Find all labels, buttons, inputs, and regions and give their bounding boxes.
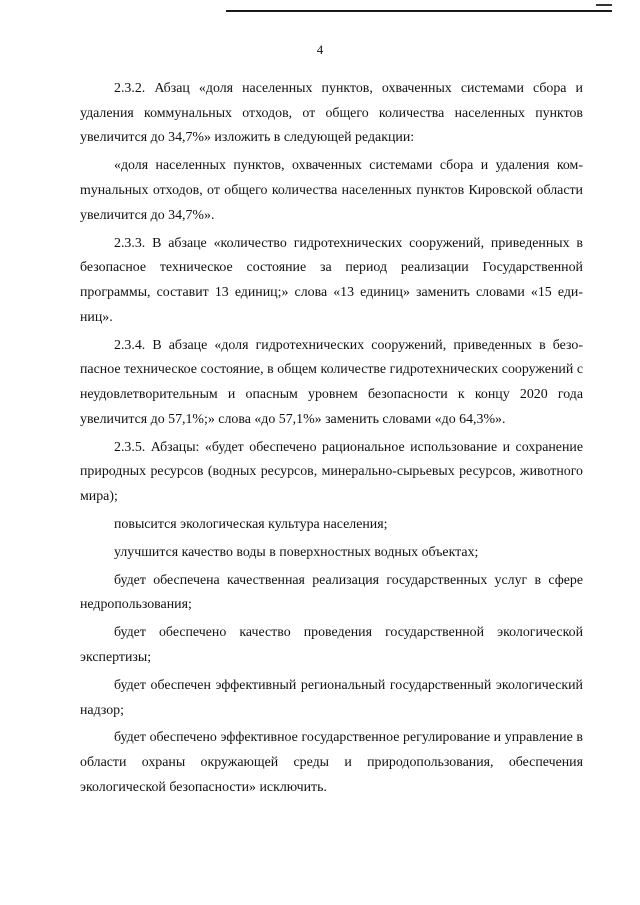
paragraph-2-3-4: 2.3.4. В абзаце «доля гидротехнических сооружений, приведенных в безопасное техническое состояние, в общем количестве гидротехнических сооружений с неудовлетворительным и опасным уровнем безопасности к концу 2020 года увеличится до 57,1%;» слова «до 57,1%» заменить словами «до 64,3%». [80,337,583,427]
paragraph-water-quality: улучшится качество воды в поверхностных водных объектах; [114,544,479,560]
paragraph-environmental-regulation: будет обеспечено эффективное государственное регулирование и управление в области охраны окружающей среды и природопользования, обеспечения экологической безопасности» исключить. [80,730,583,795]
scan-corner-mark [596,4,612,6]
paragraph-2-3-3: 2.3.3. В абзаце «количество гидротехнических сооружений, приведенных в безопасное техническое состояние за период реализации Государственной программы, составит 13 единиц;» слова «13 единиц» заменить словами «15 единиц». [80,235,583,325]
paragraph-subsoil-services: будет обеспечена качественная реализация государственных услуг в сфере недропользования; [80,572,583,613]
paragraph-ecological-supervision: будет обеспечен эффективный региональный государственный экологический надзор; [80,677,583,718]
document-body [80,77,583,804]
paragraph-2-3-5: 2.3.5. Абзацы: «будет обеспечено рациональное использование и сохранение природных ресурсов (водных ресурсов, минерально-сырьевых ресурсов, животного мира); [80,439,583,504]
paragraph-2-3-2: 2.3.2. Абзац «доля населенных пунктов, охваченных системами сбора и удаления коммунальных отходов, от общего количества населенных пунктов увеличится до 34,7%» изложить в следующей редакции: [80,81,583,146]
paragraph-ecological-culture: повысится экологическая культура населения; [114,516,388,532]
paragraph-quote-new-wording: «доля населенных пунктов, охваченных системами сбора и удаления комmунальных отходов, от общего количества населенных пунктов Кировской области увеличится до 34,7%». [80,158,583,223]
scan-top-line [226,10,612,12]
paragraph-ecological-expertise: будет обеспечено качество проведения государственной экологической экспертизы; [80,625,583,665]
page-number: 4 [316,42,324,57]
